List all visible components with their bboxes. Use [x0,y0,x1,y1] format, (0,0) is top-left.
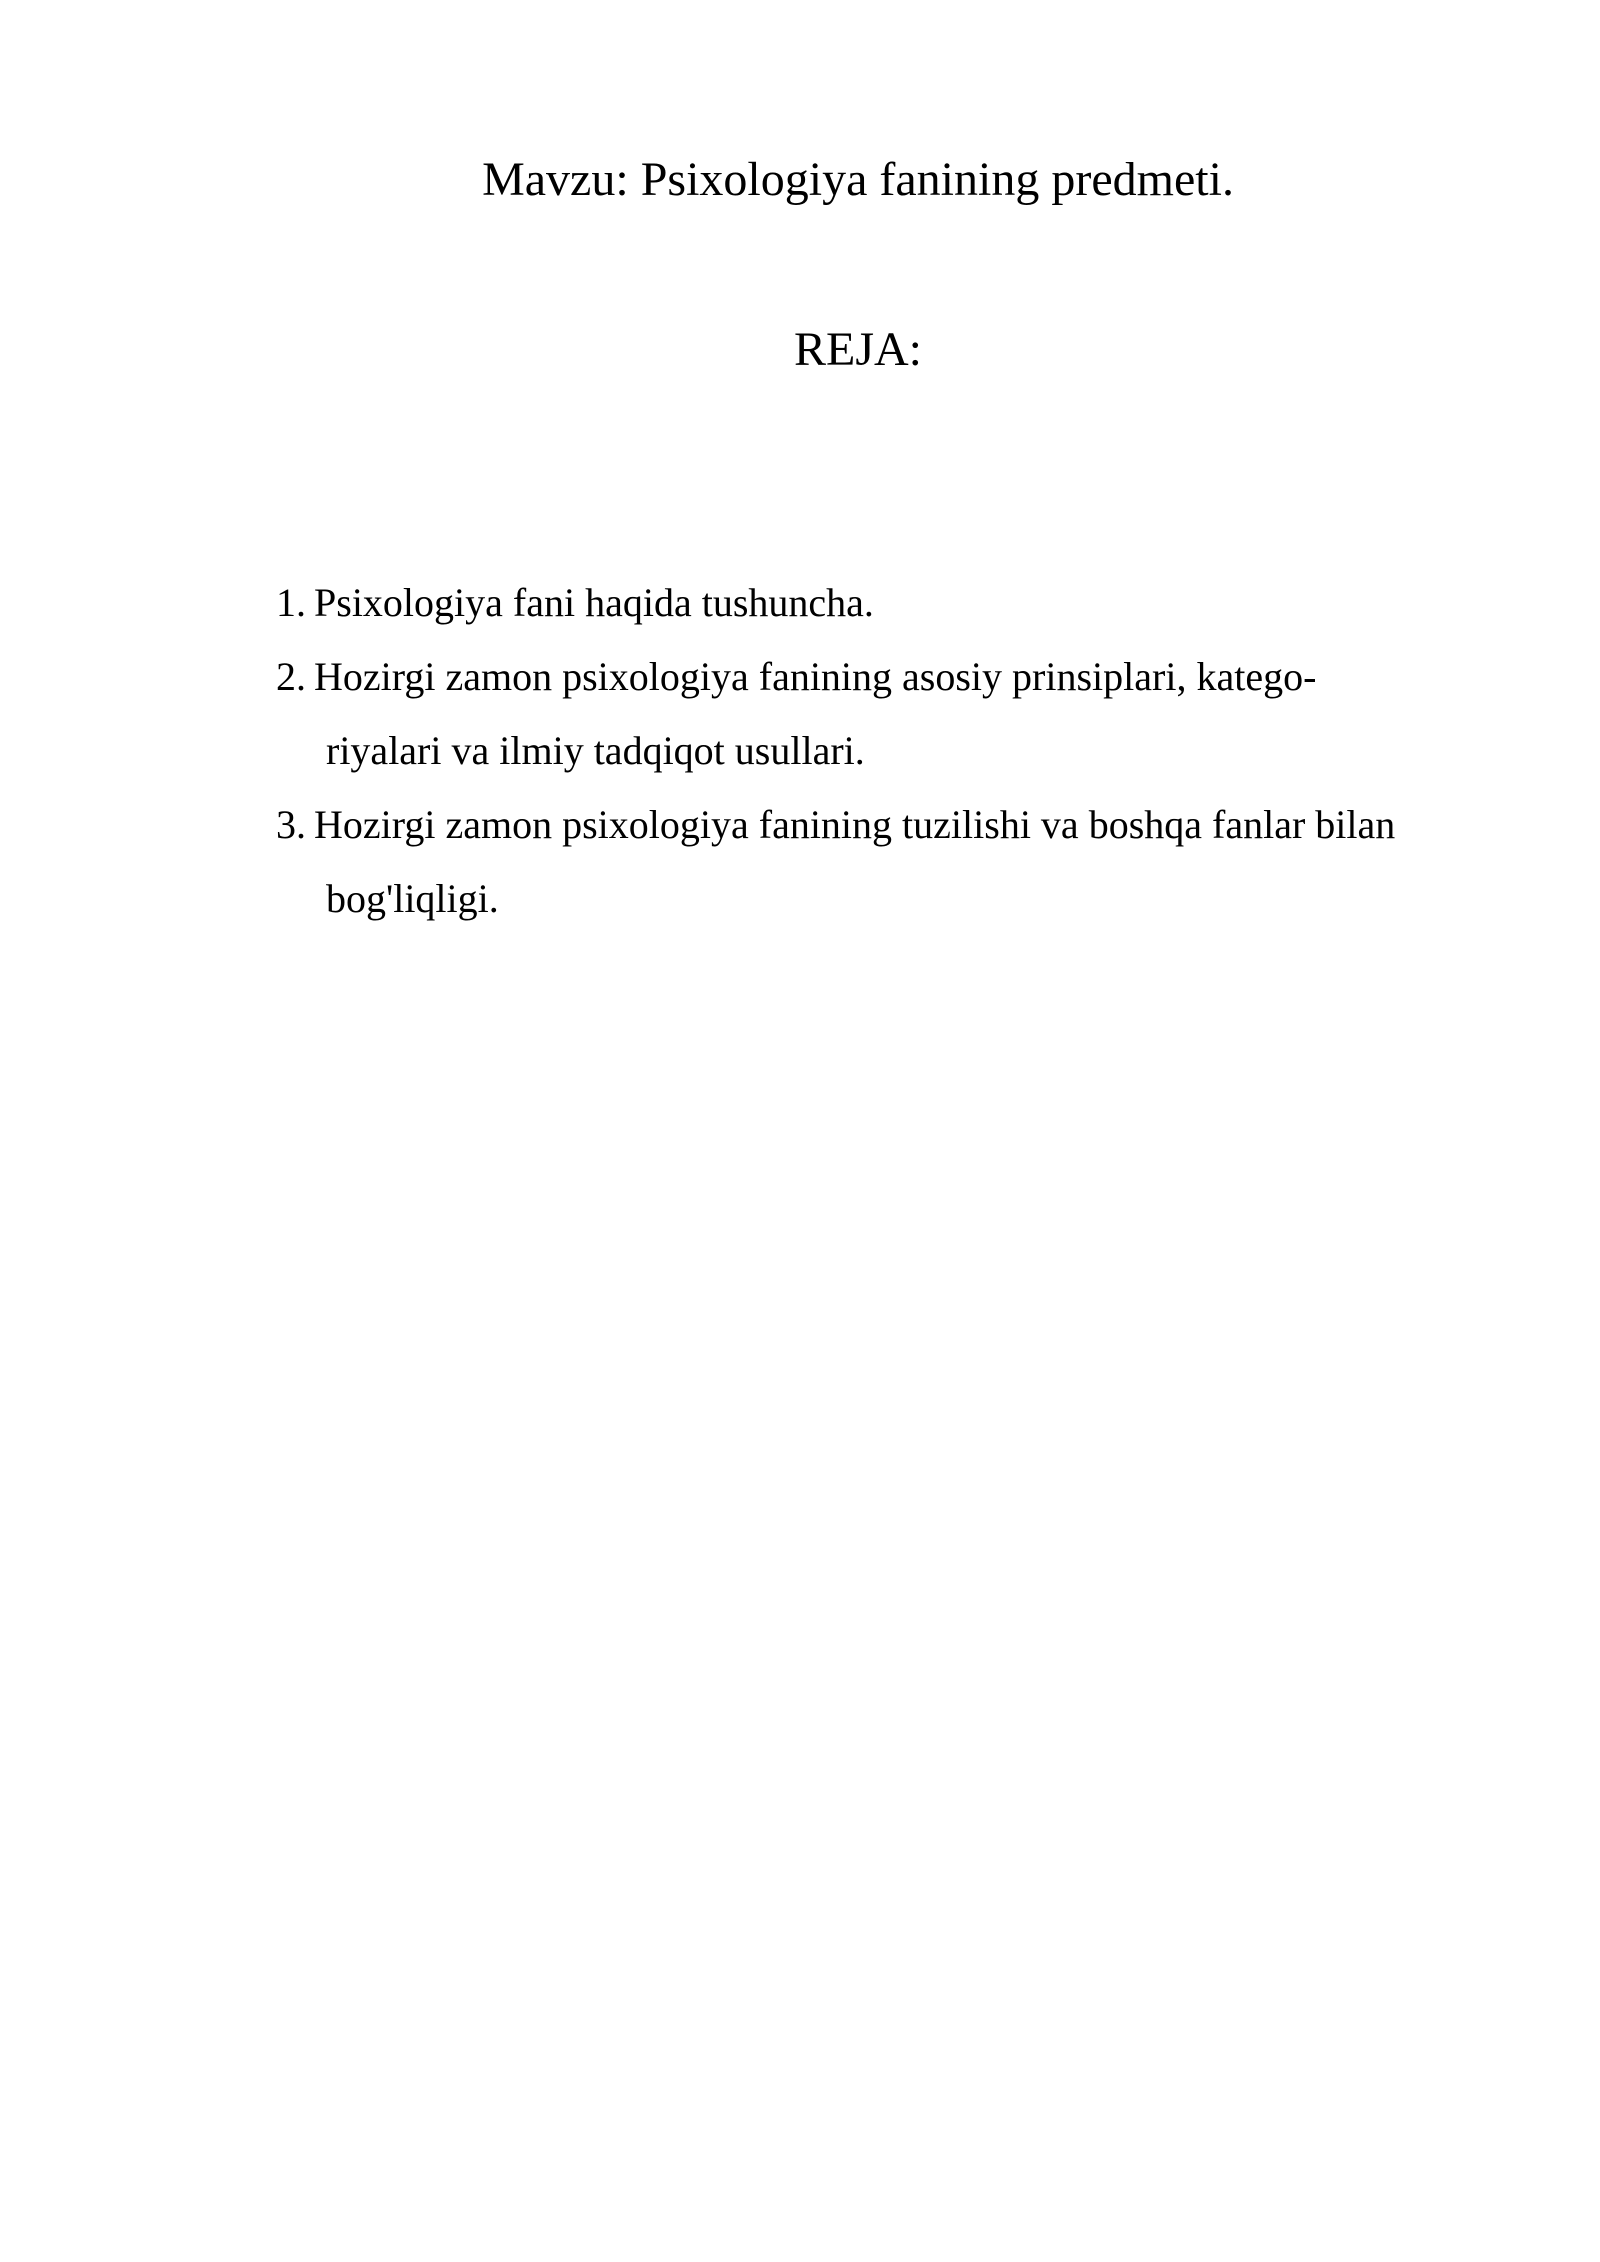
plan-item-number: 3. [276,802,306,847]
plan-item-number: 1. [276,580,306,625]
document-title: Mavzu: Psixologiya fanining predmeti. [482,153,1234,206]
plan-item-text-continued: riyalari va ilmiy tadqiqot usullari. [326,728,865,773]
plan-item-text: Hozirgi zamon psixologiya fanining tuzilishi va boshqa fanlar bilan [314,802,1396,847]
plan-heading: REJA: [793,323,922,376]
plan-item-2 [276,640,1506,788]
plan-item-text: Hozirgi zamon psixologiya fanining asosiy prinsiplari, katego- [314,654,1317,699]
plan-item-text-continued: bog'liqligi. [326,876,499,921]
plan-item-1 [276,566,1506,640]
plan-item-text: Psixologiya fani haqida tushuncha. [314,580,874,625]
plan-item-3 [276,788,1506,936]
plan-list [276,566,1506,936]
plan-item-number: 2. [276,654,306,699]
